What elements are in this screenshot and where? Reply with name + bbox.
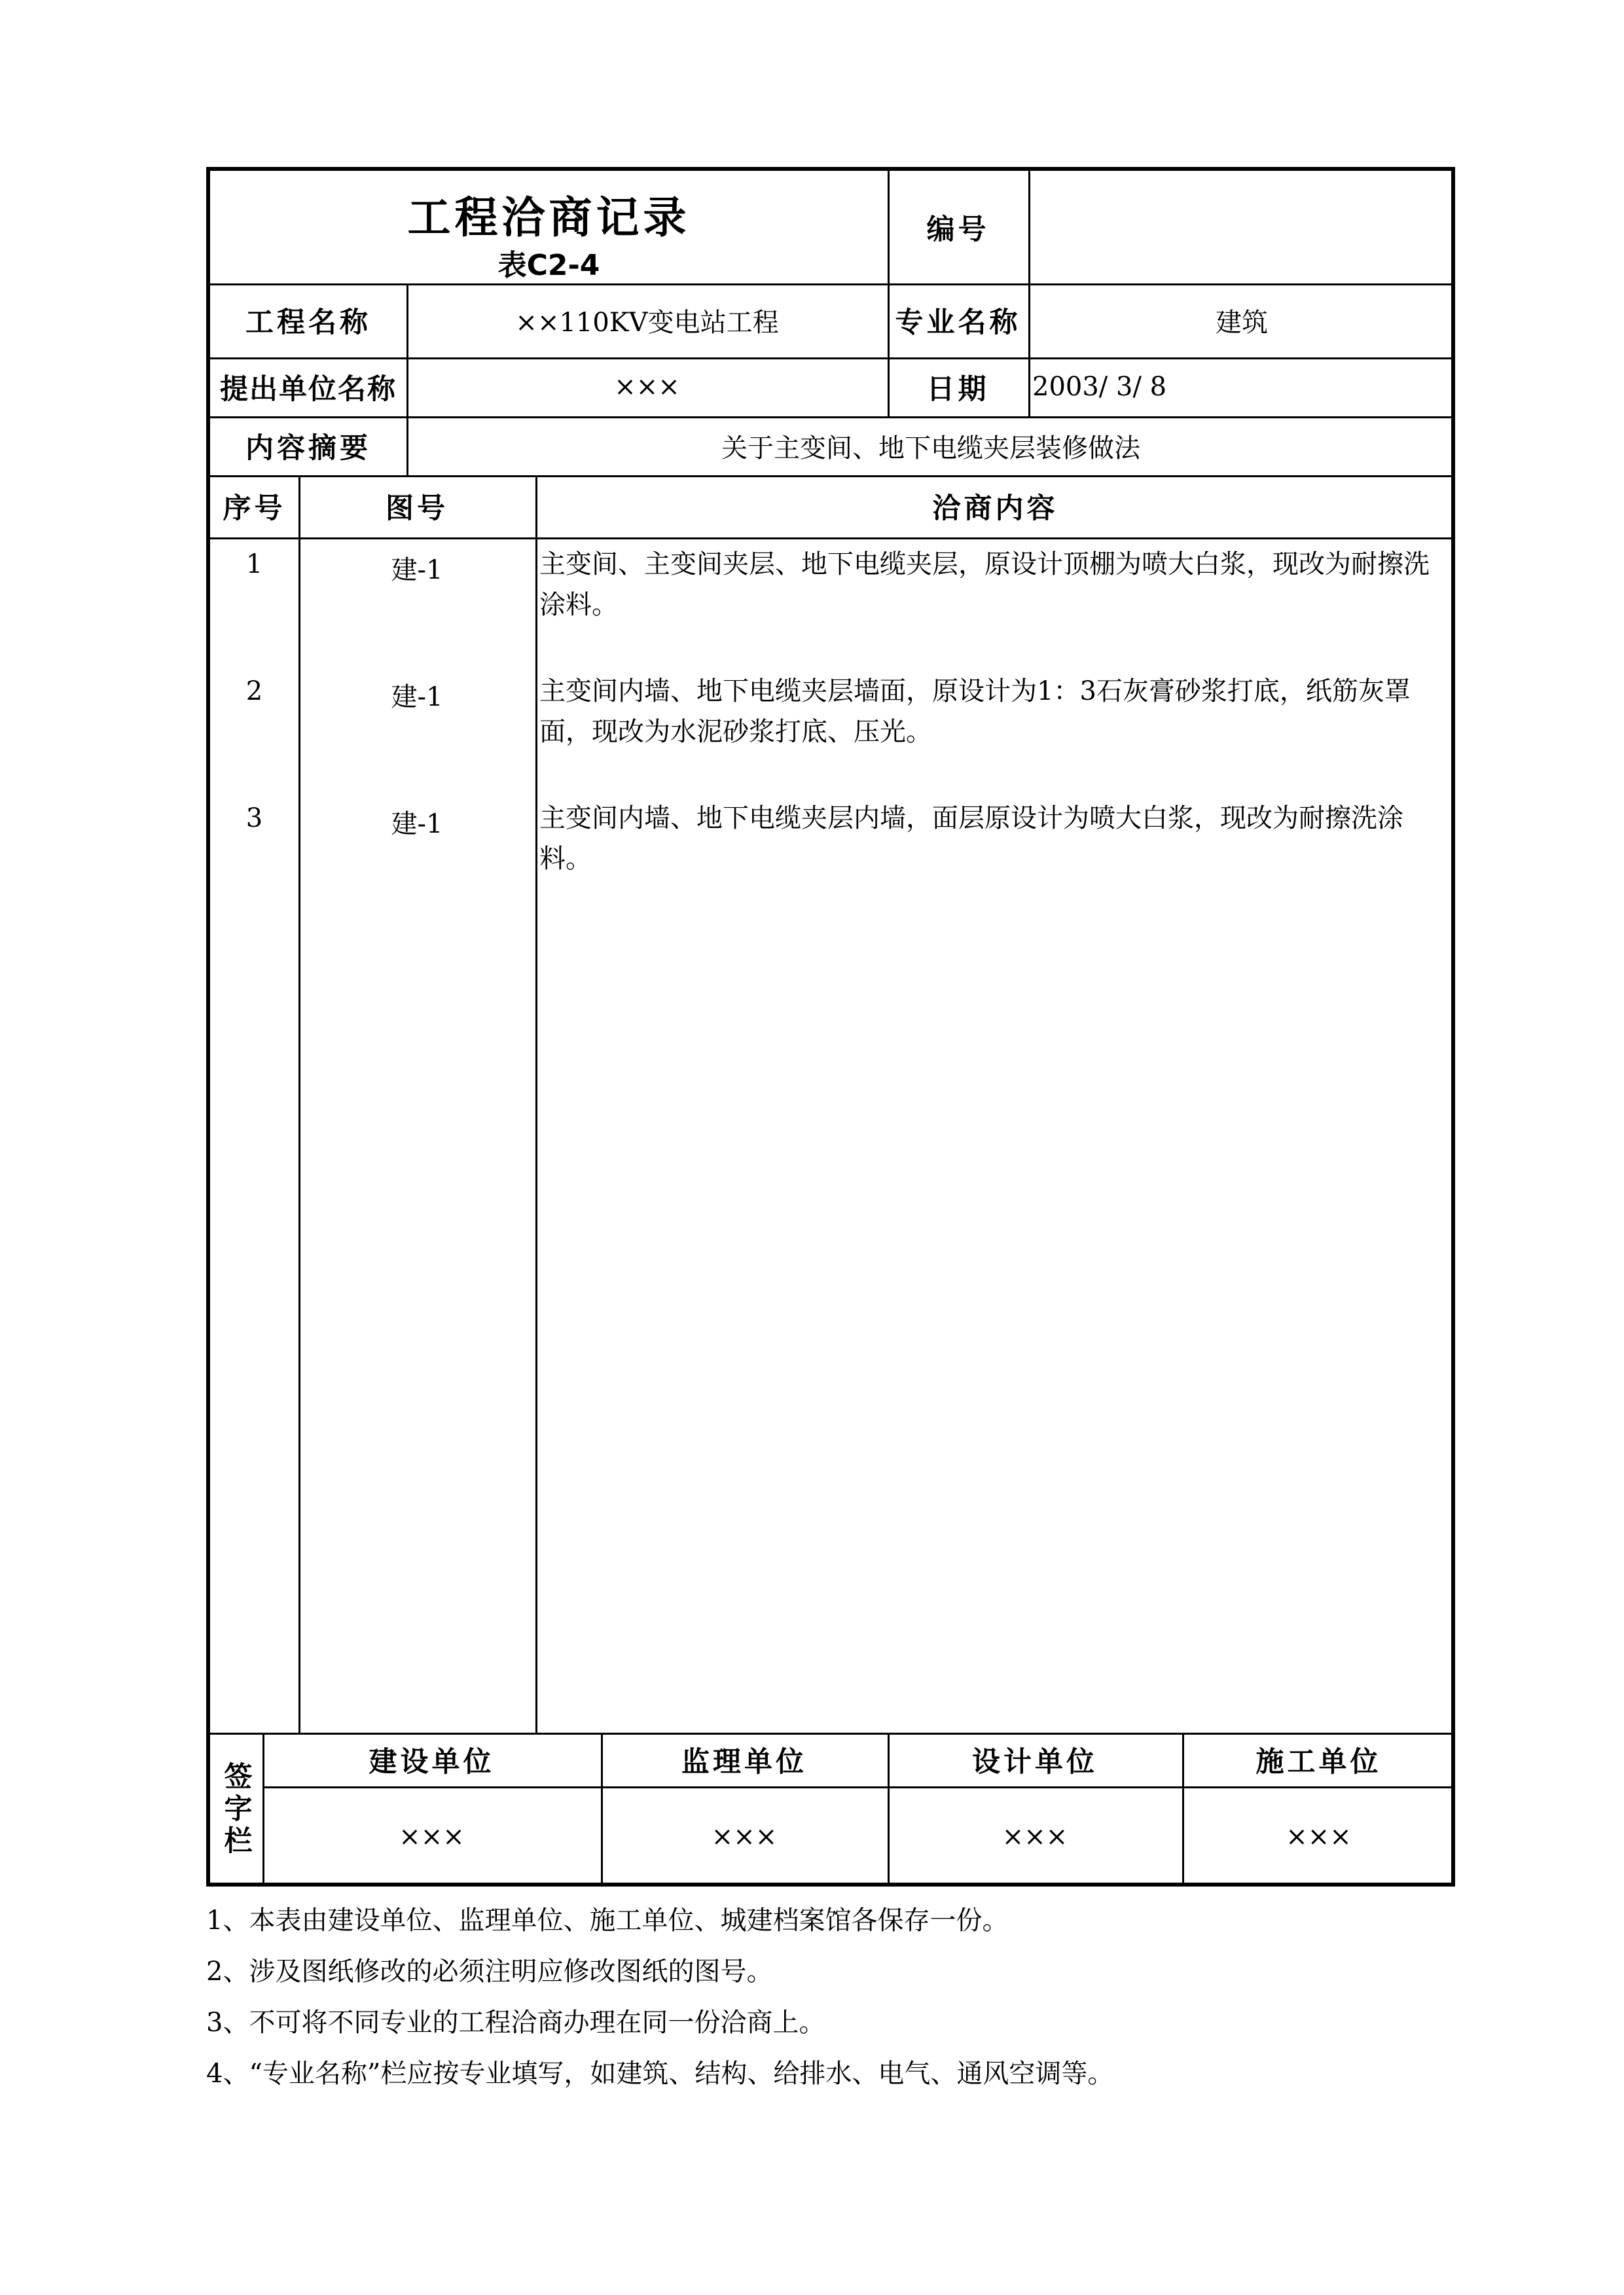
table-row-drawing: 建-1 xyxy=(391,809,443,839)
date-field[interactable]: 2003/ 3/ 8 xyxy=(1032,372,1167,402)
submitter-label: 提出单位名称 xyxy=(220,372,397,406)
number-label: 编号 xyxy=(926,213,990,246)
signature-unit-contractor: 施工单位 xyxy=(1255,1745,1382,1779)
footnote: 4、“专业名称”栏应按专业填写，如建筑、结构、给排水、电气、通风空调等。 xyxy=(206,2059,1114,2089)
footnote: 1、本表由建设单位、监理单位、施工单位、城建档案馆各保存一份。 xyxy=(206,1906,1009,1936)
footnote: 2、涉及图纸修改的必须注明应修改图纸的图号。 xyxy=(206,1957,773,1987)
summary-field[interactable]: 关于主变间、地下电缆夹层装修做法 xyxy=(721,433,1140,463)
footnotes xyxy=(206,1895,1455,2099)
column-header-no: 序号 xyxy=(223,492,286,525)
project-name-label: 工程名称 xyxy=(245,306,371,339)
column-header-drawing: 图号 xyxy=(386,492,448,525)
submitter-field[interactable]: ××× xyxy=(614,372,680,402)
footnote: 3、不可将不同专业的工程洽商办理在同一份洽商上。 xyxy=(206,2008,825,2038)
signature-section-label: 签字栏 xyxy=(219,1762,253,1858)
signature-unit-construction: 建设单位 xyxy=(369,1745,495,1779)
project-name-field[interactable]: ××110KV变电站工程 xyxy=(515,308,779,338)
engineering-negotiation-form xyxy=(206,167,1455,1887)
form-title: 工程洽商记录 xyxy=(407,192,691,243)
table-row-no: 3 xyxy=(245,803,263,833)
form-code: 表C2-4 xyxy=(497,249,600,282)
specialty-field[interactable]: 建筑 xyxy=(1216,308,1268,338)
number-field[interactable] xyxy=(1028,171,1455,283)
table-row-drawing: 建-1 xyxy=(391,555,443,585)
signature-unit-supervision: 监理单位 xyxy=(681,1745,807,1779)
table-row-content: 主变间内墙、地下电缆夹层内墙，面层原设计为喷大白浆，现改为耐擦洗涂料。 xyxy=(539,803,1403,874)
signature-field-contractor[interactable]: ××× xyxy=(1286,1821,1352,1852)
table-row-drawing: 建-1 xyxy=(391,682,443,712)
date-label: 日期 xyxy=(926,372,990,406)
table-row-content: 主变间内墙、地下电缆夹层墙面，原设计为1：3石灰膏砂浆打底，纸筋灰罩面，现改为水泥砂浆打底、压光。 xyxy=(539,676,1411,747)
summary-label: 内容摘要 xyxy=(245,431,371,465)
column-header-content: 洽商内容 xyxy=(932,492,1058,525)
specialty-label: 专业名称 xyxy=(895,306,1021,339)
table-row-no: 1 xyxy=(245,549,263,579)
table-row-content: 主变间、主变间夹层、地下电缆夹层，原设计顶棚为喷大白浆，现改为耐擦洗涂料。 xyxy=(539,549,1430,620)
signature-field-supervision[interactable]: ××× xyxy=(711,1821,778,1852)
signature-field-design[interactable]: ××× xyxy=(1001,1821,1068,1852)
table-row-no: 2 xyxy=(245,676,263,706)
signature-field-construction[interactable]: ××× xyxy=(399,1821,465,1852)
signature-unit-design: 设计单位 xyxy=(972,1745,1098,1779)
